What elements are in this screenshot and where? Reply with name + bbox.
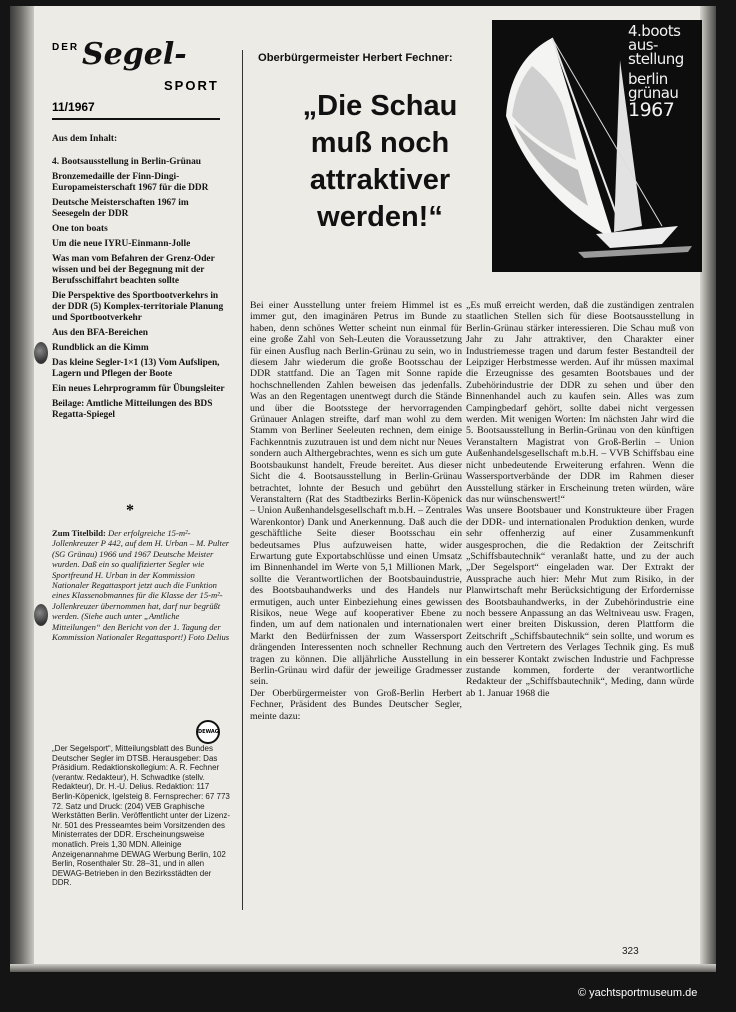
masthead bbox=[52, 37, 222, 114]
caption-label: Zum Titelbild: bbox=[52, 528, 106, 538]
dewag-logo: DEWAG bbox=[196, 720, 220, 744]
page-edge bbox=[700, 6, 716, 972]
magazine-page bbox=[10, 6, 716, 972]
toc-item: Das kleine Segler-1×1 (13) Vom Aufslipen, Lagern und Pflegen der Boote bbox=[52, 358, 220, 379]
column-divider bbox=[242, 50, 243, 910]
exhibition-poster bbox=[492, 20, 702, 272]
toc-item: Ein neues Lehrprogramm für Übungsleiter bbox=[52, 384, 225, 394]
toc-item: Um die neue IYRU-Einmann-Jolle bbox=[52, 239, 191, 249]
article-paragraph: „Es muß erreicht werden, daß die zuständigen zentralen staatlichen Stellen sich für diese Bootsausstellung in Berlin-Grünau stärker interessieren. Die Schau muß von Jahr zu Jahr attraktiver, den Charakter einer Industriemesse tragen und darum fester Bestandteil der Leipziger Herbstmesse werden. Auf ihr müssen maximal die Erzeugnisse des gesamten Bootsbaues und der Zubehörindustrie der DDR zu sehen und über den Binnenhandel auch zu kaufen sein. Alles was zum Campingbedarf gehört, sollte dabei nicht vergessen werden. Mit wenigen Worten: Im nächsten Jahr wird die 5. Bootsausstellung in Berlin-Grünau von den künftigen Veranstaltern Magistrat von Groß-Berlin – Union Außenhandelsgesellschaft m.b.H. – VVB Schiffsbau eine nicht unbedeutende Erweiterung erfahren. Wenn die Wassersportverbände der DDR im Rahmen dieser Ausstellung stärker in Erscheinung treten würden, wäre das nur wünschenswert!“ bbox=[466, 300, 694, 505]
toc-item: Bronzemedaille der Finn-Dingi-Europameisterschaft 1967 für die DDR bbox=[52, 172, 209, 193]
article-column-2 bbox=[466, 300, 694, 699]
article-paragraph: Bei einer Ausstellung unter freiem Himmel ist es immer gut, den imaginären Petrus im Bunde zu haben, denn schönes Wetter scheint nun einmal für eine große Zahl von Seh-Leuten die Voraussetzung für einen Ausflug nach Berlin-Grünau zu sein, wo in diesem Jahr wiederum die große Bootsschau der DDR stattfand. Die an Tagen mit Sonne rapide hochschnellenden Zahlen beweisen das jedenfalls. Was an den Regentagen unentwegt durch die Stände und über die Bootsstege der hervorragenden Grünauer Anlagen streifte, darf man wohl zu dem Stamm von Berliner Seeleuten rechnen, dem einige Fachkenntnis zuzutrauen ist und dem nicht nur Neues sondern auch Althergebrachtes, wenn es sich um gute Bootsbaukunst handelt, Freude bereitet. Aus dieser Sicht die 4. Bootsausstellung in Berlin-Grünau betrachtet, lohnte der Besuch und gebührt den Veranstaltern (Rat des Stadtbezirks Berlin-Köpenick – Union Außenhandelsgesellschaft m.b.H. – Zentrales Warenkontor) Dank und Anerkennung. Daß auch die geschäftliche Seite dieser Bootsschau ein bedeutsames Plus aufzuweisen hatte, wider Erwartung gute Exportabschlüsse und einen Umsatz im Binnenhandel im Werte von 5,1 Millionen Mark, sollte die Verantwortlichen der Bootsbauindustrie, des Bootsbauhandwerks und des Handels nur ermutigen, auch unter Einbeziehung eines gewissen Risikos, neue Wege auf kooperativer Ebene zu finden, um auf dem nationalen und internationalen Markt den Bedürfnissen der zum Wassersport drängenden Interessenten noch schneller Rechnung tragen zu können. Die alljährliche Ausstellung in Berlin-Grünau wird dafür der jeweilige Gradmesser sein. bbox=[250, 300, 462, 688]
masthead-segel: Segel- bbox=[82, 37, 187, 72]
toc-item: Deutsche Meisterschaften 1967 im Seesegeln der DDR bbox=[52, 198, 189, 219]
cover-caption bbox=[52, 528, 230, 642]
article-headline: „Die Schau muß noch attraktiver werden!“ bbox=[302, 90, 458, 233]
poster-title bbox=[628, 24, 700, 120]
poster-line: stellung bbox=[628, 50, 684, 68]
punch-hole bbox=[34, 342, 48, 364]
section-asterisk: * bbox=[126, 502, 134, 519]
table-of-contents bbox=[52, 134, 228, 425]
masthead-sport: SPORT bbox=[164, 78, 219, 93]
toc-item: Rundblick an die Kimm bbox=[52, 343, 149, 353]
toc-item: Die Perspektive des Sportbootverkehrs in der DDR (5) Komplex-territoriale Planung und Sportbootverkehr bbox=[52, 291, 224, 323]
article-paragraph: Der Oberbürgermeister von Groß-Berlin Herbert Fechner, Präsident des Bundes Deutscher Segler, meinte dazu: bbox=[250, 687, 462, 722]
toc-item: One ton boats bbox=[52, 224, 108, 234]
poster-line: berlin bbox=[628, 70, 668, 88]
toc-heading: Aus dem Inhalt: bbox=[52, 134, 118, 144]
page-binding bbox=[10, 6, 34, 972]
article-column-1 bbox=[250, 300, 462, 722]
article-paragraph: Was unsere Bootsbauer und Konstrukteure über Fragen der DDR- und internationalen Produktion denken, wurde sehr offenherzig auf einer Zusammenkunft ausgesprochen, die die Redaktion der Zeitschrift „Schiffsbautechnik“ veranlaßt hatte, und zu der auch „Der Segelsport“ eingeladen war. Der Extrakt der Aussprache auch hier: Mehr Mut zum Risiko, in der Planwirtschaft mehr Berücksichtigung der Erfordernisse des Bootsbauhandwerks, in der Zubehörindustrie eine noch bessere Anpassung an das Weltniveau usw. Fragen, wert einer breiten Diskussion, deren Plattform die Zeitschrift „Schiffsbautechnik“ sein sollte, und worum es auch den Vertretern des Verlages Technik ging. Es muß ein besserer Kontakt zwischen Industrie und Fachpresse zustande kommen, forderte der verantwortliche Redakteur der „Schiffsbautechnik“, Meding, dann würde ab 1. Januar 1968 die bbox=[466, 505, 694, 699]
caption-text: Der erfolgreiche 15-m²-Jollenkreuzer P 442, auf dem H. Urban – M. Pulter (SG Grünau) 1966 und 1967 Deutsche Meister wurden. Daß ein so qualifizierter Segler wie Sportfreund H. Urban in der Kommission Nationaler Regattasport jetzt auch die Funktion eines Klassenobmannes für die Klasse der 15-m²-Jollenkreuzer übernommen hat, darf nur begrüßt werden. (Siehe auch unter „Amtliche Mitteilungen“ den Bericht von der 1. Tagung der Kommission Nationaler Regattasport!) Foto Delius bbox=[52, 528, 230, 643]
masthead-rule bbox=[52, 118, 220, 120]
poster-line: 4.boots bbox=[628, 22, 681, 40]
copyright-credit: © yachtsportmuseum.de bbox=[578, 987, 698, 999]
masthead-der: DER bbox=[52, 42, 80, 53]
toc-item: Beilage: Amtliche Mitteilungen des BDS Regatta-Spiegel bbox=[52, 399, 213, 420]
issue-number: 11/1967 bbox=[52, 100, 95, 114]
poster-line: grünau bbox=[628, 84, 679, 102]
poster-line: aus- bbox=[628, 36, 658, 54]
poster-year: 1967 bbox=[628, 99, 675, 121]
page-bottom-edge bbox=[10, 964, 716, 972]
imprint: „Der Segelsport“, Mitteilungsblatt des Bundes Deutscher Segler im DTSB. Herausgeber: Das Präsidium. Redaktionskollegium: A. R. Fechner (verantw. Redakteur), H. Schwadtke (stellv. Redakteur), Dr. H.-U. Delius. Redaktion: 117 Berlin-Köpenick, Igelsteig 8. Fernsprecher: 67 773 72. Satz und Druck: (204) VEB Graphische Werkstätten Berlin. Veröffentlicht unter der Lizenz-Nr. 501 des Presseamtes beim Vorsitzenden des Ministerrates der DDR. Erscheinungsweise monatlich. Preis 1,30 MDN. Alleinige Anzeigenannahme DEWAG Werbung Berlin, 102 Berlin, Rosenthaler Str. 28–31, und in allen DEWAG-Betrieben in den Bezirksstädten der DDR. bbox=[52, 744, 231, 888]
toc-item: Aus den BFA-Bereichen bbox=[52, 328, 149, 338]
toc-item: Was man vom Befahren der Grenz-Oder wissen und bei der Begegnung mit der Berufsschiffahrt beachten sollte bbox=[52, 254, 215, 286]
page-number: 323 bbox=[622, 946, 639, 957]
punch-hole bbox=[34, 604, 48, 626]
article-kicker: Oberbürgermeister Herbert Fechner: bbox=[258, 52, 453, 64]
toc-item: 4. Bootsausstellung in Berlin-Grünau bbox=[52, 157, 201, 167]
